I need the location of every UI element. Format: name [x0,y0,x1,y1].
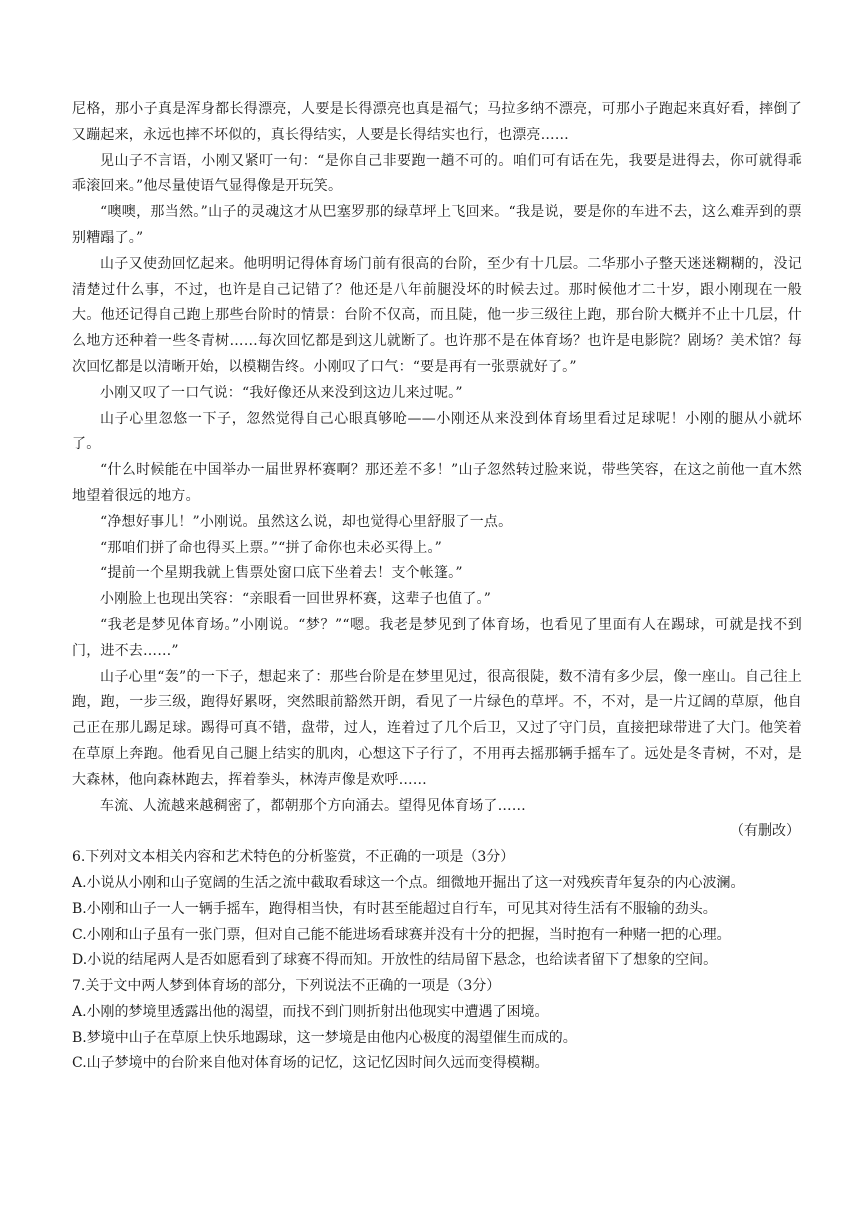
story-paragraph: 山子心里“轰”的一下子，想起来了：那些台阶是在梦里见过，很高很陡，数不清有多少层，像一座山。自己往上跑，跑，一步三级，跑得好累呀，突然眼前豁然开朗，看见了一片绿色的草坪。不，不对，是一片辽阔的草原，他自己正在那儿踢足球。踢得可真不错，盘带，过人，连着过了几个后卫，又过了守门员，直接把球带进了大门。他笑着在草原上奔跑。他看见自己腿上结实的肌肉，心想这下子行了，不用再去摇那辆手摇车了。远处是冬青树，不对，是大森林，他向森林跑去，挥着拳头，林涛声像是欢呼…… [72,668,802,788]
question-stem: 7.关于文中两人梦到体育场的部分，下列说法不正确的一项是（3分） [72,978,501,995]
story-paragraph: 尼格，那小子真是浑身都长得漂亮，人要是长得漂亮也真是福气；马拉多纳不漂亮，可那小子跑起来真好看，摔倒了又蹦起来，永远也摔不坏似的，真长得结实，人要是长得结实也行，也漂亮…… [72,101,802,143]
answer-option[interactable]: A.小说从小刚和山子宽阔的生活之流中截取看球这一个点。细微地开掘出了这一对残疾青年复杂的内心波澜。 [72,874,745,891]
story-paragraph: “噢噢，那当然。”山子的灵魂这才从巴塞罗那的绿草坪上飞回来。“我是说，要是你的车进不去，这么难弄到的票别糟蹋了。” [72,204,802,246]
story-paragraph: 车流、人流越来越稠密了，都朝那个方向涌去。望得见体育场了…… [100,797,526,814]
answer-option[interactable]: A.小刚的梦境里透露出他的渴望，而找不到门则折射出他现实中遭遇了困境。 [72,1003,549,1020]
question-block [72,974,802,1077]
answer-option[interactable]: C.山子梦境中的台阶来自他对体育场的记忆，这记忆因时间久远而变得模糊。 [72,1055,549,1072]
answer-option[interactable]: B.小刚和山子一人一辆手摇车，跑得相当快，有时甚至能超过自行车，可见其对待生活有不服输的劲头。 [72,900,717,917]
source-note: （有删改） [730,823,800,840]
story-paragraph: 小刚脸上也现出笑容：“亲眼看一回世界杯赛，这辈子也值了。” [100,591,492,608]
question-stem: 6.下列对文本相关内容和艺术特色的分析鉴赏，不正确的一项是（3分） [72,849,515,866]
story-paragraph: “提前一个星期我就上售票处窗口底下坐着去！支个帐篷。” [100,565,463,582]
story-paragraph: 山子又使劲回忆起来。他明明记得体育场门前有很高的台阶，至少有十几层。二华那小子整天迷迷糊糊的，没记清楚过什么事，不过，也许是自己记错了？他还是八年前腿没坏的时候去过。那时候他才二十岁，跟小刚现在一般大。他还记得自己跑上那些台阶时的情景：台阶不仅高，而且陡，他一步三级往上跑，那台阶大概并不止十几层，什么地方还种着一些冬青树……每次回忆都是到这儿就断了。也许那不是在体育场？也许是电影院？剧场？美术馆？每次回忆都是以清晰开始，以模糊告终。小刚叹了口气：“要是再有一张票就好了。” [72,255,802,375]
answer-option[interactable]: D.小说的结尾两人是否如愿看到了球赛不得而知。开放性的结局留下悬念，也给读者留下了想象的空间。 [72,952,718,969]
story-paragraph: “净想好事儿！”小刚说。虽然这么说，却也觉得心里舒服了一点。 [100,513,513,530]
story-paragraph: 小刚又叹了一口气说：“我好像还从来没到这边儿来过呢。” [100,384,463,401]
story-paragraph: 见山子不言语，小刚又紧叮一句：“是你自己非要跑一趟不可的。咱们可有话在先，我要是进得去，你可就得乖乖滚回来。”他尽量使语气显得像是开玩笑。 [72,152,802,195]
story-paragraph: “我老是梦见体育场。”小刚说。“梦？”“嗯。我老是梦见到了体育场，也看见了里面有人在踢球，可就是找不到门，进不去……” [72,616,802,659]
story-text [72,97,802,1077]
story-paragraph: “什么时候能在中国举办一届世界杯赛啊？那还差不多！”山子忽然转过脸来说，带些笑容，在这之前他一直木然地望着很远的地方。 [72,462,802,504]
story-paragraph: “那咱们拼了命也得买上票。”“拼了命你也未必买得上。” [100,539,443,556]
story-paragraph: 山子心里忽悠一下子，忽然觉得自己心眼真够呛——小刚还从来没到体育场里看过足球呢！小刚的腿从小就坏了。 [72,410,802,453]
answer-option[interactable]: C.小刚和山子虽有一张门票，但对自己能不能进场看球赛并没有十分的把握，当时抱有一种赌一把的心理。 [72,926,731,943]
answer-option[interactable]: B.梦境中山子在草原上快乐地踢球，这一梦境是由他内心极度的渴望催生而成的。 [72,1029,577,1046]
question-block [72,845,802,974]
